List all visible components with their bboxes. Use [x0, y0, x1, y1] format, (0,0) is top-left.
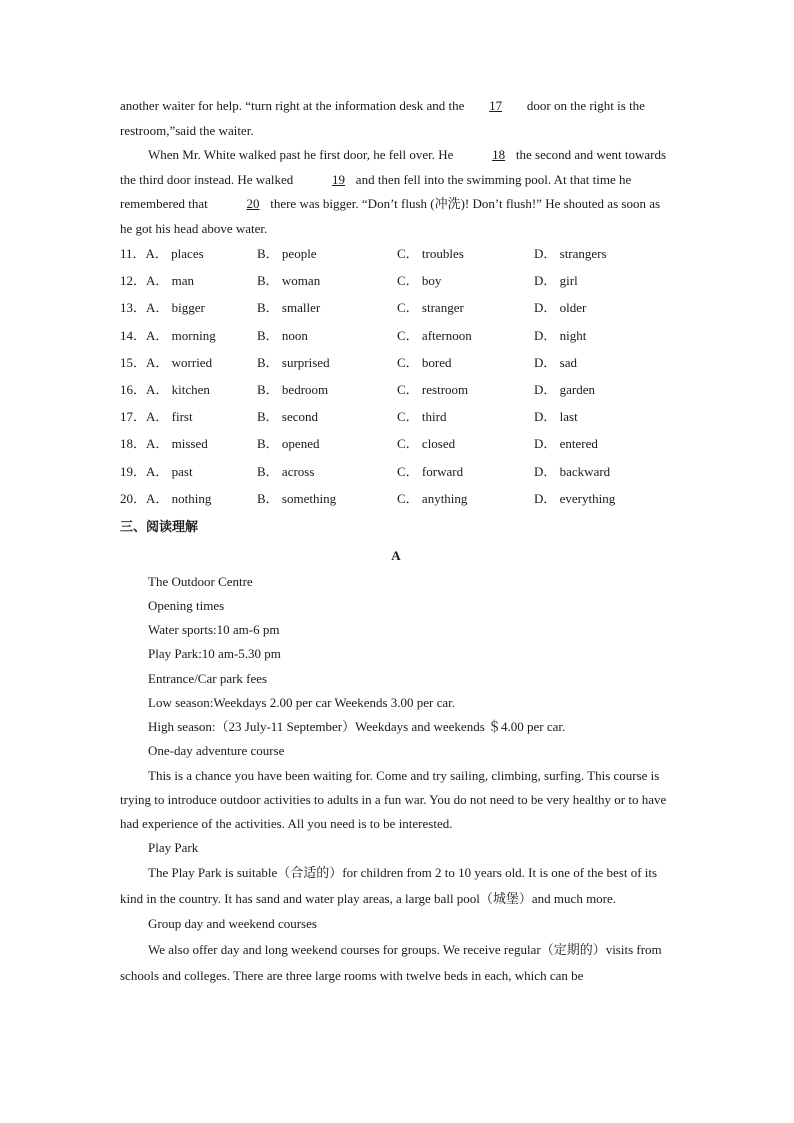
option-c: C． closed	[397, 436, 456, 452]
option-row-13	[120, 298, 672, 325]
option-a: 14．A． morning	[120, 327, 216, 343]
option-row-18	[120, 434, 672, 461]
option-a: 17．A． first	[120, 409, 193, 425]
option-b: B． something	[257, 490, 337, 506]
option-c: C． restroom	[397, 381, 469, 397]
option-c: C． anything	[397, 490, 468, 506]
document-page	[120, 94, 672, 989]
option-c: C． third	[397, 409, 447, 425]
passage-text: the second and went towards the third door instead. He walked	[120, 147, 667, 187]
passage-paragraph-1	[120, 94, 672, 143]
option-c: C． forward	[397, 463, 464, 479]
course-title: One-day adventure course	[148, 743, 285, 759]
blank-20: 20	[246, 196, 260, 211]
option-row-15	[120, 353, 672, 380]
option-b: B． across	[257, 463, 315, 479]
option-a: 12．A． man	[120, 273, 195, 289]
park-text: The Play Park is suitable（合适的）for children from 2 to 10 years old. It is one of the best of its kind in the country. It has sand and water play areas, a large ball pool（城堡）and much more.	[120, 865, 658, 907]
option-a: 13．A． bigger	[120, 300, 205, 316]
option-b: B． woman	[257, 273, 321, 289]
group-text: We also offer day and long weekend courses for groups. We receive regular（定期的）visits from schools and colleges. There are three large rooms with twelve beds in each, which can be	[120, 941, 662, 983]
option-a: 11．A． places	[120, 246, 204, 261]
section-title: 三、阅读理解	[120, 519, 199, 535]
option-row-19	[120, 462, 672, 489]
option-d: D． girl	[534, 273, 578, 289]
blank-18: 18	[492, 147, 506, 162]
option-c: C． bored	[397, 354, 452, 370]
passage-paragraph-2	[120, 143, 672, 241]
course-text: This is a chance you have been waiting for. Come and try sailing, climbing, surfing. This course is trying to introduce outdoor activities to adults in a fun war. You do not need to be very healthy or to have had experience of the activities. All you need is to be interested.	[120, 767, 667, 831]
option-c: C． afternoon	[397, 327, 472, 343]
option-d: D． night	[534, 327, 587, 343]
option-d: D． older	[534, 300, 587, 316]
option-b: B． people	[257, 246, 317, 261]
option-d: D． strangers	[534, 246, 607, 261]
option-row-11	[120, 244, 672, 271]
part-label: A	[391, 547, 401, 563]
options-list	[120, 244, 672, 516]
option-b: B． second	[257, 409, 319, 425]
option-d: D． entered	[534, 436, 598, 452]
park-title: Play Park	[148, 840, 199, 856]
option-d: D． backward	[534, 463, 611, 479]
option-a: 20．A． nothing	[120, 490, 212, 506]
option-d: D． last	[534, 409, 578, 425]
blank-17: 17	[489, 98, 503, 113]
blank-19: 19	[332, 171, 346, 187]
option-a: 16．A． kitchen	[120, 381, 210, 397]
notice-opening: Opening times	[148, 598, 225, 614]
option-d: D． everything	[534, 490, 616, 506]
passage-text: another waiter for help. “turn right at the information desk and the	[120, 98, 468, 113]
notice-low: Low season:Weekdays 2.00 per car Weekends 3.00 per car.	[148, 694, 456, 710]
notice-play: Play Park:10 am-5.30 pm	[148, 646, 281, 662]
notice-high: High season:（23 July-11 September）Weekdays and weekends ＄4.00 per car.	[148, 719, 566, 735]
option-c: C． boy	[397, 273, 442, 289]
option-b: B． opened	[257, 436, 320, 452]
passage-text: When Mr. White walked past he first door, he fell over. He	[148, 147, 457, 162]
option-c: C． troubles	[397, 246, 464, 261]
notice-fees: Entrance/Car park fees	[148, 670, 268, 686]
option-d: D． garden	[534, 381, 596, 397]
option-a: 19．A． past	[120, 463, 193, 479]
group-title: Group day and weekend courses	[148, 916, 317, 932]
option-b: B． surprised	[257, 354, 330, 370]
option-row-20	[120, 489, 672, 516]
option-b: B． bedroom	[257, 381, 329, 397]
option-row-14	[120, 326, 672, 353]
option-row-12	[120, 271, 672, 298]
option-c: C． stranger	[397, 300, 464, 316]
option-a: 18．A． missed	[120, 436, 208, 452]
option-a: 15．A． worried	[120, 354, 213, 370]
passage-text: and then fell into the swimming pool. At that time he remembered that	[120, 171, 632, 211]
option-b: B． smaller	[257, 300, 321, 316]
option-row-17	[120, 407, 672, 434]
passage-text: there was bigger. “Don’t flush (冲洗)! Don’t flush!” He shouted as soon as he got his head above water.	[120, 196, 661, 236]
option-row-16	[120, 380, 672, 407]
option-b: B． noon	[257, 327, 308, 343]
notice-water: Water sports:10 am-6 pm	[148, 622, 280, 638]
option-d: D． sad	[534, 354, 577, 370]
notice-title: The Outdoor Centre	[148, 573, 253, 589]
passage-text: door on the right is the restroom,”said the waiter.	[120, 98, 645, 138]
